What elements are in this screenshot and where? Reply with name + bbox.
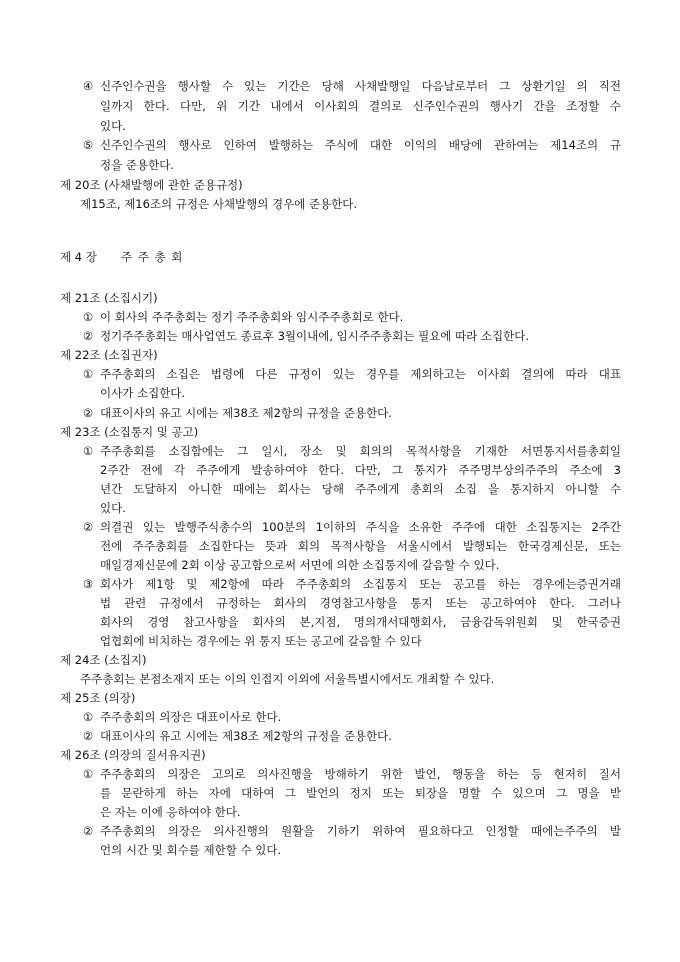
item-number: ① xyxy=(82,310,94,324)
text-line: 2주간 전에 각 주주에게 발송하여야 한다. 다만, 그 통지가 주주명부상의주주의 주소에 3 xyxy=(100,463,621,477)
text-line: 년간 도달하지 아니한 때에는 회사는 당해 주주에게 총회의 소집 을 통지하지 아니할 수 xyxy=(100,482,621,496)
article-body: 주주총회는 본점소재지 또는 이의 인접지 이외에 서울특별시에서도 개최할 수 있다. xyxy=(80,672,495,686)
item-number: ② xyxy=(82,520,94,534)
text-line: 정기주주총회는 매사업연도 종료후 3월이내에, 임시주주총회는 필요에 따라 소집한다. xyxy=(100,329,530,343)
item-number: ② xyxy=(82,824,94,838)
text-line: 있다. xyxy=(100,119,126,133)
item-number: ③ xyxy=(82,577,94,591)
text-line: 일까지 한다. 다만, 위 기간 내에서 이사회의 결의로 신주인수권의 행사기 간을 조정할 수 xyxy=(100,99,621,113)
text-line: 신주인수권의 행사로 인하여 발행하는 주식에 대한 이익의 배당에 관하여는 제14조의 규 xyxy=(100,138,621,152)
text-line: 주주총회의 의장은 고의로 의사진행을 방해하기 위한 발언, 행동을 하는 등 현저히 질서 xyxy=(100,767,621,781)
article-title: 제 21조 (소집시기) xyxy=(60,291,158,305)
article-title: 제 25조 (의장) xyxy=(60,691,136,705)
chapter-label: 제 4 장 xyxy=(60,250,97,264)
text-line: 주주총회의 의장은 의사진행의 원활을 기하기 위하여 필요하다고 인정할 때에는주주의 발 xyxy=(100,824,621,838)
text-line: 은 자는 이에 응하여야 한다. xyxy=(100,805,241,819)
item-number: ⑤ xyxy=(82,138,94,152)
chapter-title: 주 주 총 회 xyxy=(121,250,184,264)
text-line: 의결권 있는 발행주식총수의 100분의 1이하의 주식을 소유한 주주에 대한 소집통지는 2주간 xyxy=(100,520,621,534)
text-line: 이 회사의 주주총회는 정기 주주총회와 임시주주총회로 한다. xyxy=(100,310,404,324)
item-number: ① xyxy=(82,710,94,724)
article-title: 제 24조 (소집지) xyxy=(60,653,147,667)
item-number: ① xyxy=(82,767,94,781)
article-title: 제 20조 (사채발행에 관한 준용규정) xyxy=(60,178,243,192)
text-line: 전에 주주총회를 소집한다는 뜻과 회의 목적사항을 서울시에서 발행되는 한국경제신문, 또는 xyxy=(100,539,621,553)
text-line: 있다. xyxy=(100,501,126,515)
text-line: 이사가 소집한다. xyxy=(100,386,186,400)
item-number: ② xyxy=(82,406,94,420)
text-line: 매일경제신문에 2회 이상 공고함으로써 서면에 의한 소집통지에 갈음할 수 있다. xyxy=(100,558,500,572)
item-number: ① xyxy=(82,367,94,381)
text-line: 주주총회의 소집은 법령에 다른 규정이 있는 경우를 제외하고는 이사회 결의에 따라 대표 xyxy=(100,367,621,381)
item-number: ④ xyxy=(82,79,94,93)
text-line: 정을 준용한다. xyxy=(100,158,174,172)
text-line: 업협회에 비치하는 경우에는 위 통지 또는 공고에 갈음할 수 있다 xyxy=(100,634,422,648)
article-title: 제 26조 (의장의 질서유지권) xyxy=(60,748,206,762)
item-number: ① xyxy=(82,444,94,458)
text-line: 회사가 제1항 및 제2항에 따라 주주총회의 소집통지 또는 공고를 하는 경우에는증권거래 xyxy=(100,577,621,591)
text-line: 를 문란하게 하는 자에 대하여 그 발언의 정지 또는 퇴장을 명할 수 있으며 그 명을 받 xyxy=(100,786,621,800)
text-line: 주주총회의 의장은 대표이사로 한다. xyxy=(100,710,282,724)
text-line: 회사의 경영 참고사항을 회사의 본,지점, 명의개서대행회사, 금융감독위원회 및 한국증권 xyxy=(100,615,621,629)
item-number: ② xyxy=(82,329,94,343)
article-body: 제15조, 제16조의 규정은 사채발행의 경우에 준용한다. xyxy=(80,197,358,211)
text-line: 법 관련 규정에서 규정하는 회사의 경영참고사항을 통지 또는 공고하여야 한다. 그러나 xyxy=(100,596,621,610)
text-line: 언의 시간 및 회수를 제한할 수 있다. xyxy=(100,843,282,857)
article-title: 제 23조 (소집통지 및 공고) xyxy=(60,425,199,439)
text-line: 대표이사의 유고 시에는 제38조 제2항의 규정을 준용한다. xyxy=(100,729,392,743)
text-line: 대표이사의 유고 시에는 제38조 제2항의 규정을 준용한다. xyxy=(100,406,392,420)
item-number: ② xyxy=(82,729,94,743)
text-line: 주주총회를 소집함에는 그 일시, 장소 및 회의의 목적사항을 기재한 서면통지서를총회일 xyxy=(100,444,621,458)
article-title: 제 22조 (소집권자) xyxy=(60,348,158,362)
text-line: 신주인수권을 행사할 수 있는 기간은 당해 사채발행일 다음날로부터 그 상환기일 의 직전 xyxy=(100,79,621,93)
